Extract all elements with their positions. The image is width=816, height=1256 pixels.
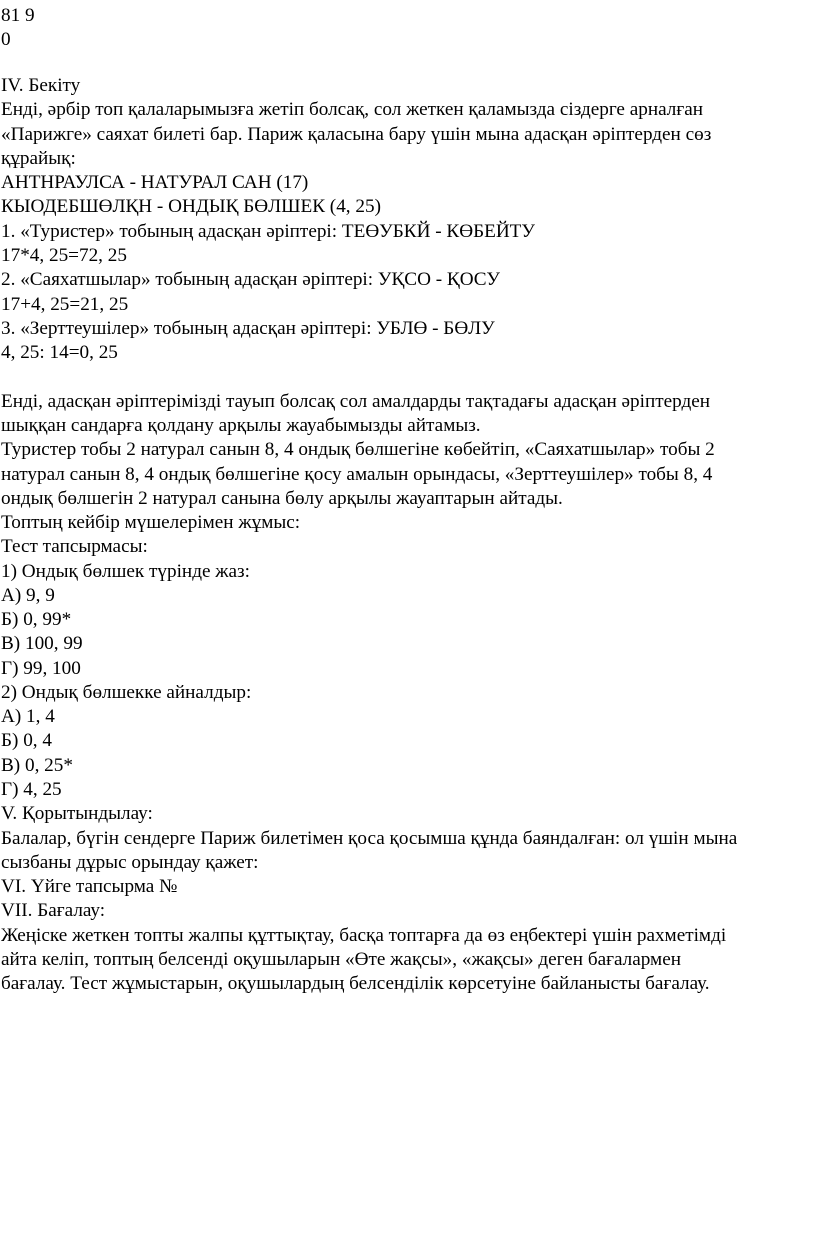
section-heading-homework: VI. Үйге тапсырма № [1,876,178,897]
test-option: А) 1, 4 [1,706,55,727]
paragraph-line: сызбаны дұрыс орындау қажет: [1,852,259,873]
paragraph-line: Балалар, бүгін сендерге Париж билетімен қоса қосымша құнда баяндалған: ол үшін мына [1,828,738,849]
test-question: 1) Ондық бөлшек түрінде жаз: [1,561,250,582]
test-option: В) 100, 99 [1,633,83,654]
calculation-line: 17*4, 25=72, 25 [1,245,127,266]
paragraph-line: натурал санын 8, 4 ондық бөлшегіне қосу амалын орындасы, «Зерттеушілер» тобы 8, 4 [1,464,713,485]
paragraph-line: бағалау. Тест жұмыстарын, оқушылардың белсенділік көрсетуіне байланысты бағалау. [1,973,710,994]
word-puzzle-line: АНТНРАУЛСА - НАТУРАЛ САН (17) [1,172,309,193]
test-option: А) 9, 9 [1,585,55,606]
paragraph-line: Жеңіске жеткен топты жалпы құттықтау, басқа топтарға да өз еңбектері үшін рахметімді [1,925,727,946]
word-puzzle-line: КЫОДЕБШӨЛҚН - ОНДЫҚ БӨЛШЕК (4, 25) [1,196,381,217]
paragraph-line: Енді, адасқан әріптерімізді тауып болсақ сол амалдарды тақтадағы адасқан әріптерден [1,391,711,412]
page-number-line: 0 [1,29,11,50]
test-question: 2) Ондық бөлшекке айналдыр: [1,682,252,703]
group-task-line: 3. «Зерттеушілер» тобының адасқан әріптері: УБЛӨ - БӨЛУ [1,318,495,339]
paragraph-line: құрайық: [1,148,76,169]
paragraph-line: Топтың кейбір мүшелерімен жұмыс: [1,512,301,533]
paragraph-line: ондық бөлшегін 2 натурал санына бөлу арқылы жауаптарын айтады. [1,488,563,509]
calculation-line: 4, 25: 14=0, 25 [1,342,118,363]
group-task-line: 2. «Саяхатшылар» тобының адасқан әріптері: УҚСО - ҚОСУ [1,269,500,290]
section-heading-consolidation: IV. Бекіту [1,75,81,96]
paragraph-line: Туристер тобы 2 натурал санын 8, 4 ондық бөлшегіне көбейтіп, «Саяхатшылар» тобы 2 [1,439,715,460]
paragraph-line: Енді, әрбір топ қалаларымызға жетіп болсақ, сол жеткен қаламызда сіздерге арналған [1,99,704,120]
test-option: Б) 0, 99* [1,609,72,630]
test-option: Б) 0, 4 [1,730,52,751]
paragraph-line: «Парижге» саяхат билеті бар. Париж қаласына бару үшін мына адасқан әріптерден сөз [1,124,712,145]
test-option: В) 0, 25* [1,755,73,776]
section-heading-conclusion: V. Қорытындылау: [1,803,153,824]
group-task-line: 1. «Туристер» тобының адасқан әріптері: ТЕӨУБКЙ - КӨБЕЙТУ [1,221,535,242]
test-option: Г) 99, 100 [1,658,81,679]
page-number-line: 81 9 [1,5,35,26]
section-heading-assessment: VII. Бағалау: [1,900,106,921]
paragraph-line: шыққан сандарға қолдану арқылы жауабымызды айтамыз. [1,415,481,436]
calculation-line: 17+4, 25=21, 25 [1,294,129,315]
test-heading: Тест тапсырмасы: [1,536,148,557]
paragraph-line: айта келіп, топтың белсенді оқушыларын «Өте жақсы», «жақсы» деген бағалармен [1,949,681,970]
test-option: Г) 4, 25 [1,779,62,800]
